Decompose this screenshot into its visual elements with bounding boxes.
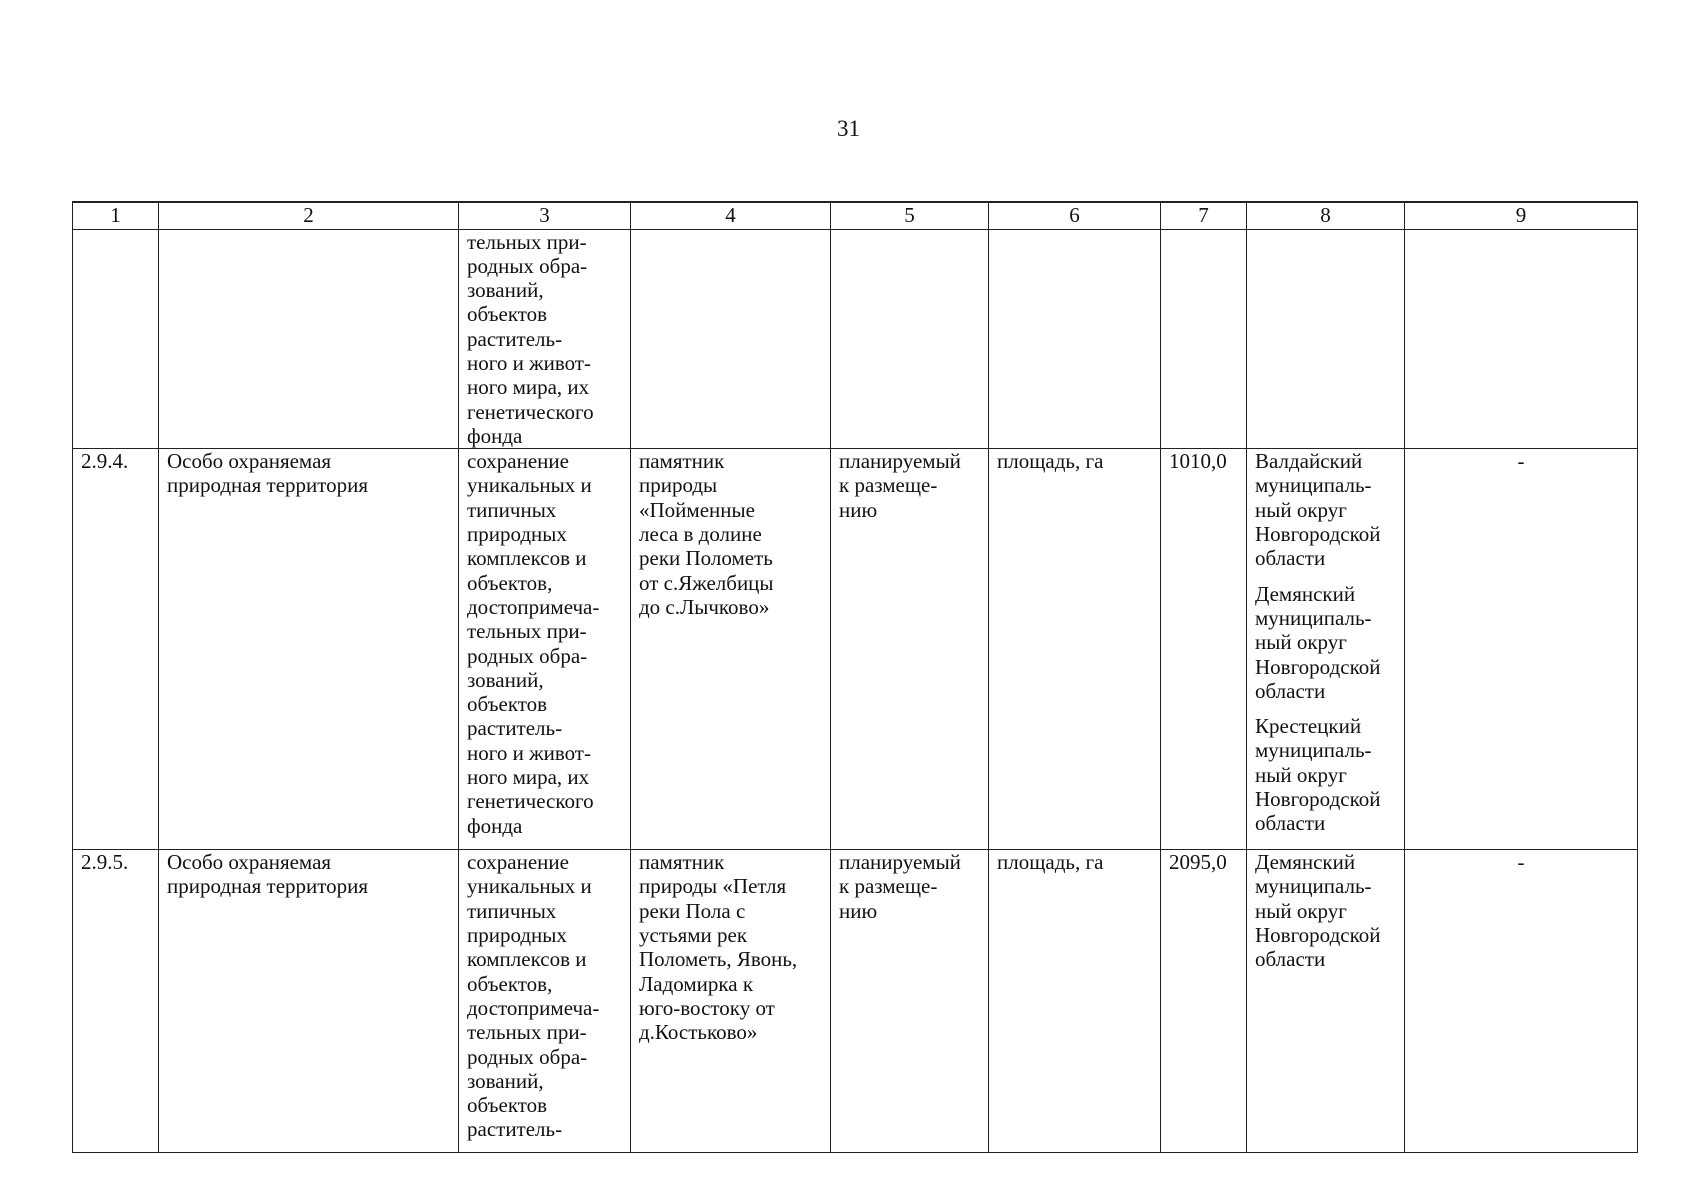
document-table (72, 201, 1638, 1153)
column-header-2: 2 (159, 202, 459, 229)
cell-purpose (459, 850, 631, 1153)
column-header-1: 1 (73, 202, 159, 229)
table-row-continuation (73, 229, 1638, 449)
cell-empty (1247, 229, 1405, 449)
cell-empty (1405, 229, 1638, 449)
cell-number: 2.9.5. (73, 850, 159, 1153)
table-row (73, 850, 1638, 1153)
cell-value: 2095,0 (1161, 850, 1247, 1153)
cell-name (159, 449, 459, 850)
page-number: 31 (837, 116, 860, 141)
cell-empty (831, 229, 989, 449)
location-item: Валдайский муниципаль- ный округ Новгородской области (1255, 449, 1381, 571)
location-item: Демянский муниципаль- ный округ Новгородской области (1255, 850, 1381, 972)
column-header-6: 6 (989, 202, 1161, 229)
cell-object (631, 850, 831, 1153)
purpose-text: сохранение уникальных и типичных природных комплексов и объектов, достопримеча- тельных при- родных обра- зований, объектов раститель- (467, 850, 600, 1142)
cell-empty (1161, 229, 1247, 449)
column-header-8: 8 (1247, 202, 1405, 229)
table-row (73, 449, 1638, 850)
object-text: памятник природы «Пойменные леса в долине реки Полометь от с.Яжелбицы до с.Лычково» (639, 449, 774, 619)
status-text: планируемый к размеще- нию (839, 449, 961, 522)
table-header-row (73, 202, 1638, 229)
cell-empty (159, 229, 459, 449)
name-text: Особо охраняемая природная территория (167, 850, 369, 899)
cell-status (831, 850, 989, 1153)
cell-empty (73, 229, 159, 449)
cell-status (831, 449, 989, 850)
object-text: памятник природы «Петля реки Пола с устьями рек Полометь, Явонь, Ладомирка к юго-востоку от д.Костьково» (639, 850, 798, 1045)
cell-locations (1247, 850, 1405, 1153)
cell-empty (631, 229, 831, 449)
column-header-4: 4 (631, 202, 831, 229)
purpose-text: тельных при- родных обра- зований, объектов раститель- ного и живот- ного мира, их генетического фонда (467, 229, 594, 448)
purpose-text: сохранение уникальных и типичных природных комплексов и объектов, достопримеча- тельных при- родных обра- зований, объектов раститель- ного и живот- ного мира, их генетического фонда (467, 449, 600, 838)
cell-zone: - (1405, 850, 1638, 1153)
column-header-3: 3 (459, 202, 631, 229)
column-header-7: 7 (1161, 202, 1247, 229)
name-text: Особо охраняемая природная территория (167, 449, 369, 498)
cell-number: 2.9.4. (73, 449, 159, 850)
cell-purpose (459, 449, 631, 850)
location-item: Крестецкий муниципаль- ный округ Новгородской области (1255, 714, 1381, 836)
status-text: планируемый к размеще- нию (839, 850, 961, 923)
cell-name (159, 850, 459, 1153)
cell-parameter: площадь, га (989, 449, 1161, 850)
cell-purpose-continued (459, 229, 631, 449)
cell-value: 1010,0 (1161, 449, 1247, 850)
cell-empty (989, 229, 1161, 449)
cell-locations (1247, 449, 1405, 850)
cell-object (631, 449, 831, 850)
column-header-9: 9 (1405, 202, 1638, 229)
location-item: Демянский муниципаль- ный округ Новгородской области (1255, 581, 1381, 703)
cell-zone: - (1405, 449, 1638, 850)
column-header-5: 5 (831, 202, 989, 229)
cell-parameter: площадь, га (989, 850, 1161, 1153)
